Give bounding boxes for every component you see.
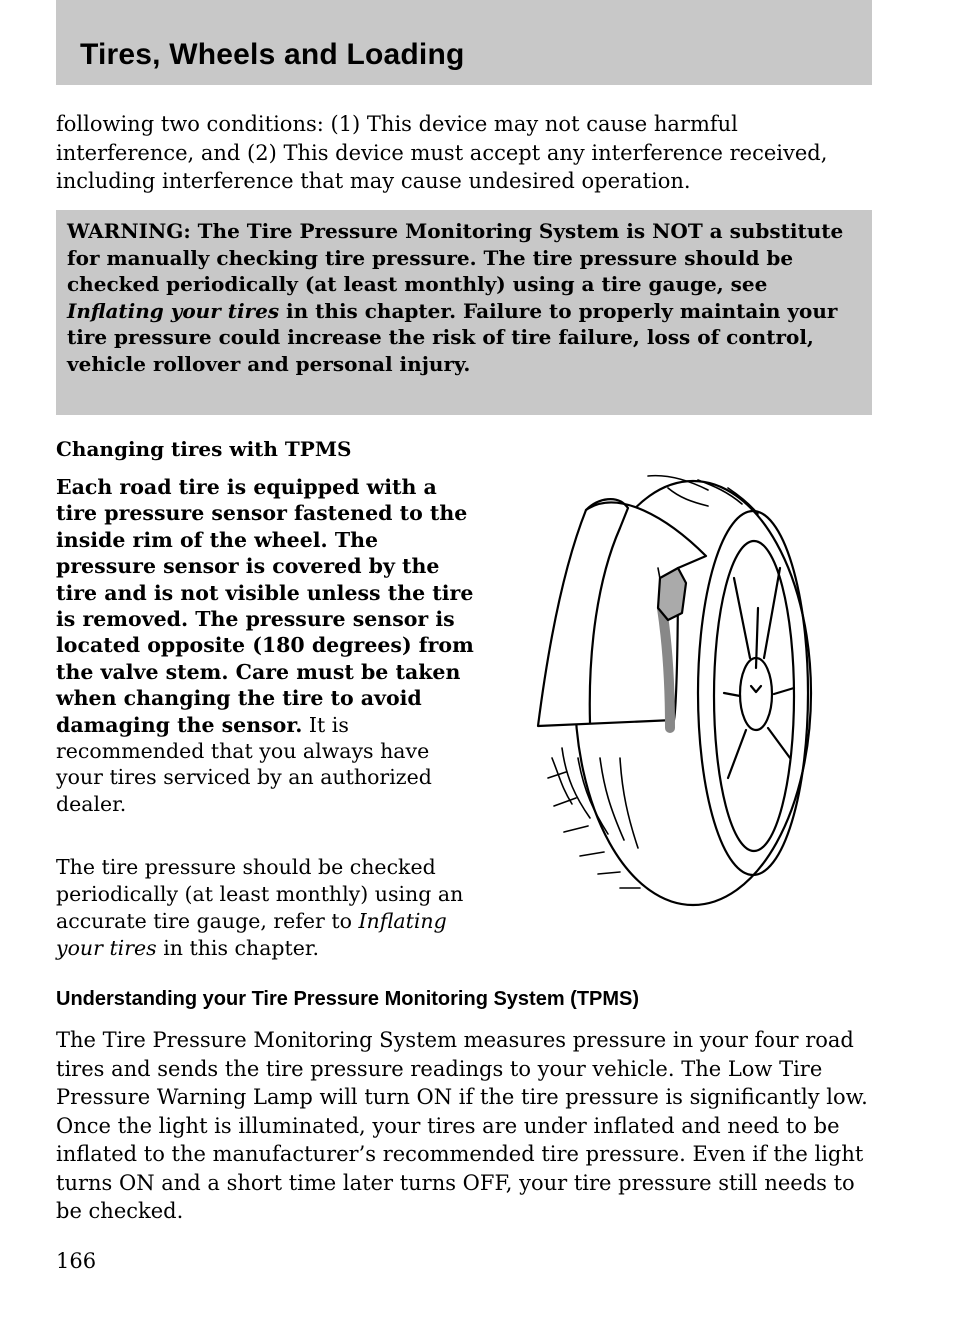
page-number: 166 [56,1249,97,1273]
warning-text [67,218,857,377]
check-link: Inflating your tires [56,909,447,960]
check-tail: in this chapter. [156,936,319,960]
intro-paragraph: following two conditions: (1) This device may not cause harmful interference, and (2) This device must accept any interference received, including interference that may cause undesired operation. [56,112,828,193]
check-lead: The tire pressure should be checked periodically (at least monthly) using an accurate tire gauge, refer to [56,855,464,933]
warning-tail: in this chapter. Failure to properly maintain your tire pressure could increase the risk of tire failure, loss of control, vehicle rollover and personal injury. [67,298,838,376]
section-heading-understanding-tpms: Understanding your Tire Pressure Monitoring System (TPMS) [56,988,640,1010]
section-heading-changing-tires: Changing tires with TPMS [56,437,352,461]
tire-sensor-icon [528,458,818,910]
warning-box [56,210,872,415]
page-header [56,0,872,85]
check-pressure-paragraph [56,854,476,962]
warning-lead: WARNING: The Tire Pressure Monitoring System is NOT a substitute for manually checking tire pressure. The tire pressure should be checked periodically (at least monthly) using a tire gauge, see [67,219,844,296]
tpms-paragraph: The Tire Pressure Monitoring System measures pressure in your four road tires and sends the tire pressure readings to your vehicle. The Low Tire Pressure Warning Lamp will turn ON if the tire pressure is significantly low. Once the light is illuminated, your tires are under inflated and need to be inflated to the manufacturer’s recommended tire pressure. Even if the light turns ON and a short time later turns OFF, your tire pressure still needs to be checked. [56,1028,868,1223]
sensor-normal-text: It is recommended that you always have your tires serviced by an authorized dealer. [56,712,432,816]
warning-link: Inflating your tires [67,298,280,323]
page-title: Tires, Wheels and Loading [80,38,465,71]
sensor-paragraph [56,474,476,817]
sensor-bold-text: Each road tire is equipped with a tire pressure sensor fastened to the inside rim of the wheel. The pressure sensor is covered by the tire and is not visible unless the tire is removed. The pressure sensor is located opposite (180 degrees) from the valve stem. Care must be taken when changing the tire to avoid damaging the sensor. [56,475,474,737]
